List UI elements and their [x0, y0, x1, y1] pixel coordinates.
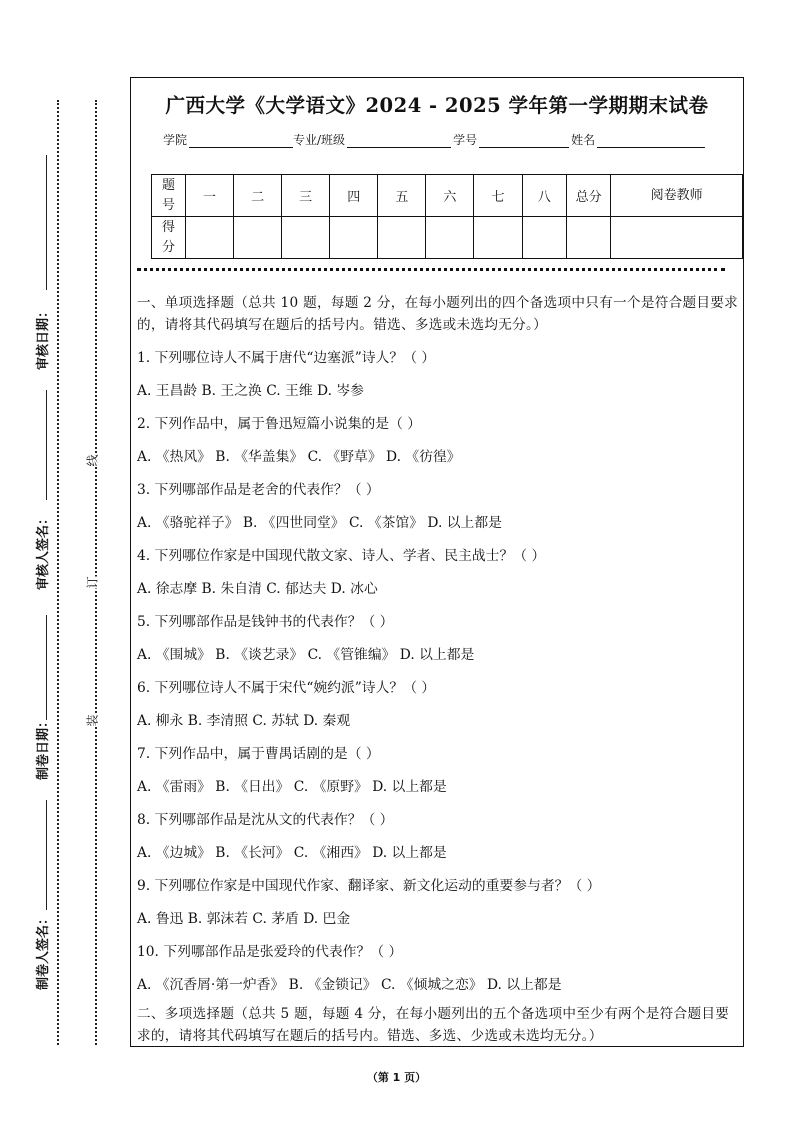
- question-10-options: A. 《沉香屑·第一炉香》 B. 《金锁记》 C. 《倾城之恋》 D. 以上都是: [137, 977, 562, 993]
- maker-date-line[interactable]: [46, 615, 47, 720]
- student-id-label: 学号: [453, 133, 478, 147]
- question-3-options: A. 《骆驼祥子》 B. 《四世同堂》 C. 《茶馆》 D. 以上都是: [137, 515, 502, 531]
- score-col-header: 二: [234, 175, 282, 217]
- score-col-header: 一: [185, 175, 233, 217]
- reviewer-date-label: 审核日期：: [36, 304, 51, 370]
- question-8-options: A. 《边城》 B. 《长河》 C. 《湘西》 D. 以上都是: [137, 845, 447, 861]
- name-label: 姓名: [571, 133, 596, 147]
- major-field[interactable]: [347, 133, 451, 148]
- question-3: 3. 下列哪部作品是老舍的代表作？（ ）: [137, 482, 380, 498]
- question-5-options: A. 《围城》 B. 《谈艺录》 C. 《管锥编》 D. 以上都是: [137, 647, 475, 663]
- question-6: 6. 下列哪位诗人不属于宋代“婉约派”诗人？（ ）: [137, 680, 436, 696]
- question-1: 1. 下列哪位诗人不属于唐代“边塞派”诗人？（ ）: [137, 350, 436, 366]
- question-1-options: A. 王昌龄 B. 王之涣 C. 王维 D. 岑参: [137, 383, 364, 399]
- name-field[interactable]: [597, 133, 705, 148]
- score-row-label-score: 得分: [152, 217, 186, 259]
- score-cell[interactable]: [378, 217, 426, 259]
- question-4: 4. 下列哪位作家是中国现代散文家、诗人、学者、民主战士？（ ）: [137, 548, 546, 564]
- score-cell[interactable]: [185, 217, 233, 259]
- binding-char-line: 线: [82, 454, 103, 466]
- score-cell[interactable]: [522, 217, 566, 259]
- binding-char-staple: 订: [82, 576, 103, 588]
- question-7: 7. 下列作品中，属于曹禺话剧的是（ ）: [137, 746, 380, 762]
- header-divider: [137, 268, 725, 271]
- reviewer-sign-label: 审核人签名：: [36, 511, 51, 590]
- student-id-field[interactable]: [479, 133, 569, 148]
- score-cell[interactable]: [426, 217, 474, 259]
- reviewer-date-line[interactable]: [46, 155, 47, 290]
- question-2-options: A. 《热风》 B. 《华盖集》 C. 《野草》 D. 《彷徨》: [137, 449, 461, 465]
- score-cell[interactable]: [611, 217, 743, 259]
- student-info-row: [163, 131, 705, 148]
- score-col-header: 总分: [566, 175, 610, 217]
- page-number: （第 1 页）: [366, 1071, 427, 1084]
- score-col-header: 五: [378, 175, 426, 217]
- score-row-label-number: 题号: [152, 175, 186, 217]
- score-table: [151, 174, 743, 259]
- exam-frame: [130, 77, 744, 1047]
- binding-char-mount: 装: [82, 714, 103, 726]
- score-col-header-grader: 阅卷教师: [611, 175, 743, 217]
- major-label: 专业/班级: [293, 133, 346, 147]
- question-2: 2. 下列作品中，属于鲁迅短篇小说集的是（ ）: [137, 416, 422, 432]
- question-9: 9. 下列哪位作家是中国现代作家、翻译家、新文化运动的重要参与者？（ ）: [137, 878, 601, 894]
- score-cell[interactable]: [330, 217, 378, 259]
- maker-sign-label: 制卷人签名：: [36, 911, 51, 990]
- question-6-options: A. 柳永 B. 李清照 C. 苏轼 D. 秦观: [137, 713, 351, 729]
- maker-sign-line[interactable]: [46, 800, 47, 910]
- score-col-header: 四: [330, 175, 378, 217]
- score-col-header: 七: [474, 175, 522, 217]
- section1-heading: 一、单项选择题（总共 10 题，每题 2 分，在每小题列出的四个备选项中只有一个是符合题目要求的，请将其代码填写在题后的括号内。错选、多选或未选均无分。）: [137, 295, 739, 333]
- score-cell[interactable]: [566, 217, 610, 259]
- score-col-header: 六: [426, 175, 474, 217]
- college-label: 学院: [163, 133, 188, 147]
- reviewer-sign-line[interactable]: [46, 390, 47, 500]
- section2-heading: 二、多项选择题（总共 5 题，每题 4 分，在每小题列出的五个备选项中至少有两个是符合题目要求的，请将其代码填写在题后的括号内。错选、多选、少选或未选均无分。）: [137, 1006, 730, 1044]
- score-col-header: 三: [282, 175, 330, 217]
- score-cell[interactable]: [474, 217, 522, 259]
- question-4-options: A. 徐志摩 B. 朱自清 C. 郁达夫 D. 冰心: [137, 581, 378, 597]
- maker-date-label: 制卷日期：: [36, 714, 51, 780]
- question-8: 8. 下列哪部作品是沈从文的代表作？（ ）: [137, 812, 394, 828]
- exam-title: 广西大学《大学语文》2024 - 2025 学年第一学期期末试卷: [165, 94, 709, 117]
- question-5: 5. 下列哪部作品是钱钟书的代表作？（ ）: [137, 614, 394, 630]
- binding-dotted-line-inner: [95, 100, 97, 1045]
- score-col-header: 八: [522, 175, 566, 217]
- score-cell[interactable]: [282, 217, 330, 259]
- college-field[interactable]: [189, 133, 293, 148]
- question-10: 10. 下列哪部作品是张爱玲的代表作？（ ）: [137, 944, 403, 960]
- binding-dotted-line: [57, 100, 59, 1045]
- question-7-options: A. 《雷雨》 B. 《日出》 C. 《原野》 D. 以上都是: [137, 779, 447, 795]
- question-9-options: A. 鲁迅 B. 郭沫若 C. 茅盾 D. 巴金: [137, 911, 351, 927]
- score-cell[interactable]: [234, 217, 282, 259]
